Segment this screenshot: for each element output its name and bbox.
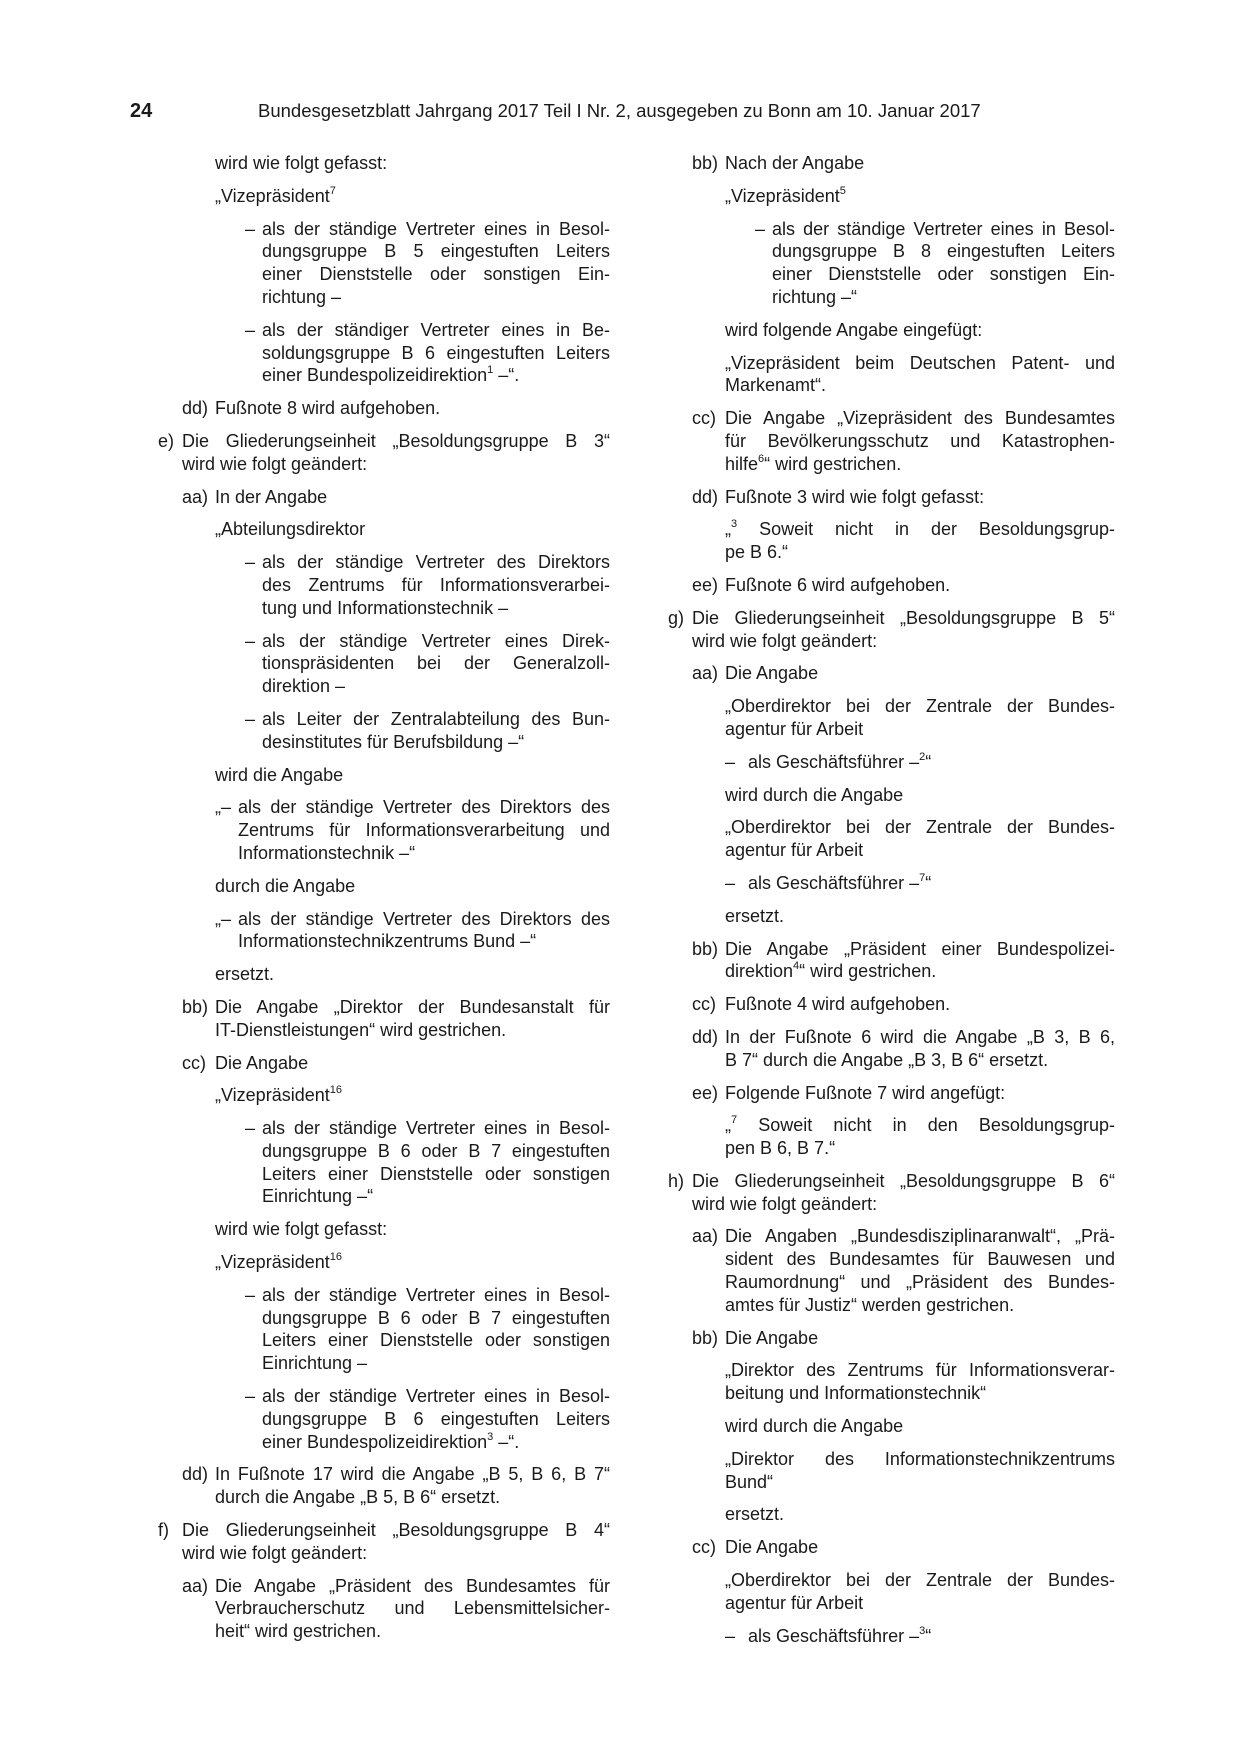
text-line: direktion$^4$“ wird gestrichen. [725, 960, 937, 982]
text-line: dungsgruppe B 6 oder B 7 eingestuften [262, 1307, 610, 1328]
text-line: Die Angabe „Präsident einer Bundespolizei- [725, 938, 1115, 959]
paragraph [660, 185, 1115, 208]
text-line: heit“ wird gestrichen. [215, 1621, 382, 1642]
text-line: Verbraucherschutz und Lebensmittelsicher- [215, 1598, 610, 1619]
text-line: In der Fußnote 6 wird die Angabe „B 3, B 6, [725, 1026, 1115, 1047]
paragraph [660, 319, 1115, 342]
text-line: Fußnote 4 wird aufgehoben. [725, 994, 951, 1015]
text-line: pen B 6, B 7.“ [725, 1138, 836, 1159]
paragraph [660, 1625, 1115, 1648]
text-line: Leiters einer Dienststelle oder sonstigen [262, 1163, 610, 1184]
text-line: dungsgruppe B 5 eingestuften Leiters [262, 241, 610, 262]
text-line: wird wie folgt geändert: [692, 1193, 878, 1214]
paragraph [150, 796, 610, 864]
text-line: Die Angabe [725, 663, 819, 684]
paragraph [150, 1284, 610, 1375]
paragraph [660, 1082, 1115, 1105]
list-marker: cc) [692, 408, 716, 429]
text-line: als der ständige Vertreter eines in Besol- [262, 1118, 610, 1139]
text-line: wird die Angabe [215, 764, 344, 785]
list-marker: – [245, 1386, 256, 1407]
text-line: wird wie folgt gefasst: [215, 153, 388, 173]
paragraph [150, 397, 610, 420]
list-marker: h) [668, 1170, 685, 1191]
text-line: als Geschäftsführer –$^2$“ [748, 750, 932, 772]
text-line: richtung –“ [772, 286, 858, 307]
text-line: „Vizepräsident$^{16}$ [215, 1251, 342, 1273]
paragraph [150, 708, 610, 754]
text-line: richtung – [262, 286, 342, 307]
text-line: amtes für Justiz“ werden gestrichen. [725, 1294, 1015, 1315]
list-marker: bb) [182, 996, 209, 1017]
text-line: Einrichtung –“ [262, 1186, 374, 1207]
paragraph [660, 1327, 1115, 1350]
text-line: Zentrums für Informationsverarbeitung und [238, 820, 610, 841]
paragraph [150, 430, 610, 476]
text-line: dungsgruppe B 6 eingestuften Leiters [262, 1408, 610, 1429]
list-marker: f) [158, 1520, 169, 1541]
text-line: In der Angabe [215, 486, 328, 507]
text-line: Die Angabe „Direktor der Bundesanstalt für [215, 996, 610, 1017]
text-line: „$^7$ Soweit nicht in den Besoldungsgrup- [725, 1114, 1115, 1136]
paragraph [150, 1117, 610, 1208]
text-line: „Oberdirektor bei der Zentrale der Bundes- [725, 817, 1115, 838]
text-line: Die Gliederungseinheit „Besoldungsgruppe B 4“ [182, 1520, 610, 1541]
paragraph [150, 1385, 610, 1453]
list-marker: – [245, 630, 256, 651]
text-line: direktion – [262, 676, 346, 697]
text-line: einer Bundespolizeidirektion$^3$ –“. [262, 1430, 520, 1452]
list-marker: – [245, 708, 256, 729]
right-column [660, 152, 1115, 1657]
text-line: Folgende Fußnote 7 wird angefügt: [725, 1082, 1006, 1103]
paragraph [660, 1569, 1115, 1615]
text-line: Nach der Angabe [725, 153, 865, 173]
text-line: wird wie folgt gefasst: [215, 1219, 388, 1240]
list-marker: aa) [182, 486, 209, 507]
paragraph [660, 1225, 1115, 1316]
text-line: wird durch die Angabe [725, 784, 904, 805]
text-line: wird folgende Angabe eingefügt: [725, 319, 983, 340]
text-line: „Vizepräsident$^7$ [215, 184, 336, 206]
paragraph [150, 486, 610, 509]
text-line: desinstitutes für Berufsbildung –“ [262, 731, 525, 752]
text-line: für Bevölkerungsschutz und Katastrophen- [725, 430, 1115, 451]
text-line: als der ständige Vertreter eines in Besol- [262, 1386, 610, 1407]
paragraph [150, 764, 610, 787]
paragraph [150, 1084, 610, 1107]
paragraph [660, 407, 1115, 475]
text-line: Die Angaben „Bundesdisziplinaranwalt“, „Prä- [725, 1226, 1115, 1247]
paragraph [150, 319, 610, 387]
list-marker: – [245, 319, 256, 340]
paragraph [660, 662, 1115, 685]
text-line: „Vizepräsident$^5$ [725, 184, 846, 206]
text-line: Die Angabe „Präsident des Bundesamtes für [215, 1575, 610, 1596]
running-head: Bundesgesetzblatt Jahrgang 2017 Teil I Nr. 2, ausgegeben zu Bonn am 10. Januar 2017 [258, 100, 981, 121]
text-line: „Direktor des Informationstechnikzentrums [725, 1448, 1115, 1469]
paragraph [660, 695, 1115, 741]
text-line: wird wie folgt geändert: [182, 453, 368, 474]
text-line: sident des Bundesamtes für Bauwesen und [725, 1249, 1115, 1270]
text-line: Fußnote 6 wird aufgehoben. [725, 574, 951, 595]
list-marker: bb) [692, 1327, 719, 1348]
paragraph [660, 784, 1115, 807]
paragraph [660, 352, 1115, 398]
list-marker: – [755, 218, 766, 239]
text-line: Die Gliederungseinheit „Besoldungsgruppe B 6“ [692, 1170, 1115, 1191]
text-line: Markenamt“. [725, 375, 827, 396]
paragraph [660, 938, 1115, 984]
paragraph [150, 875, 610, 898]
list-marker: „– [215, 797, 232, 818]
text-line: „Direktor des Zentrums für Informationsverar- [725, 1360, 1115, 1381]
text-line: Informationstechnikzentrums Bund –“ [238, 931, 537, 952]
text-line: Bund“ [725, 1471, 774, 1492]
text-line: Einrichtung – [262, 1353, 368, 1374]
paragraph [660, 1503, 1115, 1526]
paragraph [660, 152, 1115, 175]
text-line: Die Gliederungseinheit „Besoldungsgruppe B 3“ [182, 430, 610, 451]
text-line: Die Angabe [215, 1052, 309, 1073]
list-marker: – [245, 218, 256, 239]
paragraph [660, 1448, 1115, 1494]
paragraph [660, 1415, 1115, 1438]
paragraph [660, 1536, 1115, 1559]
page-number: 24 [130, 100, 153, 122]
text-line: Leiters einer Dienststelle oder sonstigen [262, 1330, 610, 1351]
text-line: agentur für Arbeit [725, 840, 864, 861]
paragraph [150, 1519, 610, 1565]
text-line: soldungsgruppe B 6 eingestuften Leiters [262, 342, 610, 363]
text-line: als Geschäftsführer –$^7$“ [748, 871, 932, 893]
paragraph [660, 607, 1115, 653]
paragraph [660, 1114, 1115, 1160]
text-line: als der ständige Vertreter eines in Besol- [262, 218, 610, 239]
text-line: als der ständige Vertreter eines Direk- [262, 630, 610, 651]
text-line: beitung und Informationstechnik“ [725, 1383, 987, 1404]
paragraph [150, 1463, 610, 1509]
text-line: wird wie folgt geändert: [182, 1542, 368, 1563]
paragraph [660, 872, 1115, 895]
text-line: einer Bundespolizeidirektion$^1$ –“. [262, 364, 520, 386]
list-marker: – [245, 552, 256, 573]
text-line: ersetzt. [725, 1504, 785, 1525]
text-line: Die Angabe „Vizepräsident des Bundesamtes [725, 408, 1115, 429]
list-marker: – [725, 1625, 736, 1646]
paragraph [150, 551, 610, 619]
paragraph [660, 1170, 1115, 1216]
text-line: Die Gliederungseinheit „Besoldungsgruppe B 5“ [692, 607, 1115, 628]
list-marker: e) [158, 430, 175, 451]
text-line: agentur für Arbeit [725, 1592, 864, 1613]
text-line: als der ständige Vertreter eines in Besol- [262, 1284, 610, 1305]
text-line: als Geschäftsführer –$^3$“ [748, 1624, 932, 1646]
text-line: als der ständiger Vertreter eines in Be- [262, 319, 610, 340]
list-marker: ee) [692, 1082, 719, 1103]
list-marker: – [245, 1284, 256, 1305]
text-line: „Oberdirektor bei der Zentrale der Bundes- [725, 696, 1115, 717]
text-line: agentur für Arbeit [725, 718, 864, 739]
paragraph [660, 486, 1115, 509]
text-line: durch die Angabe [215, 875, 356, 896]
text-line: Die Angabe [725, 1537, 819, 1558]
list-marker: cc) [182, 1052, 206, 1073]
paragraph [150, 996, 610, 1042]
paragraph [150, 630, 610, 698]
list-marker: – [245, 1118, 256, 1139]
list-marker: dd) [692, 486, 719, 507]
text-line: IT-Dienstleistungen“ wird gestrichen. [215, 1019, 507, 1040]
list-marker: dd) [692, 1026, 719, 1047]
text-line: Fußnote 3 wird wie folgt gefasst: [725, 486, 985, 507]
paragraph [150, 185, 610, 208]
text-line: als der ständige Vertreter des Direktors des [238, 797, 610, 818]
text-line: wird wie folgt geändert: [692, 630, 878, 651]
text-line: tung und Informationstechnik – [262, 597, 509, 618]
text-line: Informationstechnik –“ [238, 842, 416, 863]
paragraph [660, 518, 1115, 564]
paragraph [660, 905, 1115, 928]
list-marker: dd) [182, 398, 209, 419]
text-line: Raumordnung“ und „Präsident des Bundes- [725, 1272, 1115, 1293]
text-line: einer Dienststelle oder sonstigen Ein- [772, 264, 1115, 285]
text-line: „Abteilungsdirektor [215, 519, 366, 540]
list-marker: aa) [692, 1226, 719, 1247]
paragraph [150, 963, 610, 986]
text-line: durch die Angabe „B 5, B 6“ ersetzt. [215, 1487, 501, 1508]
text-line: als Leiter der Zentralabteilung des Bun- [262, 708, 610, 729]
text-line: als der ständige Vertreter des Direktors [262, 552, 610, 573]
list-marker: – [725, 872, 736, 893]
list-marker: – [725, 751, 736, 772]
paragraph [150, 1575, 610, 1643]
paragraph [150, 1251, 610, 1274]
list-marker: „– [215, 908, 232, 929]
text-line: des Zentrums für Informationsverarbei- [262, 574, 610, 595]
text-line: „$^3$ Soweit nicht in der Besoldungsgrup- [725, 518, 1115, 540]
text-line: Die Angabe [725, 1327, 819, 1348]
list-marker: aa) [182, 1575, 209, 1596]
paragraph [150, 518, 610, 541]
list-marker: dd) [182, 1464, 209, 1485]
paragraph [150, 1052, 610, 1075]
text-line: als der ständige Vertreter des Direktors des [238, 908, 610, 929]
paragraph [150, 1218, 610, 1241]
text-line: „Vizepräsident$^{16}$ [215, 1084, 342, 1106]
paragraph [150, 908, 610, 954]
text-line: tionspräsidenten bei der Generalzoll- [262, 653, 610, 674]
text-line: einer Dienststelle oder sonstigen Ein- [262, 264, 610, 285]
paragraph [660, 218, 1115, 309]
text-line: „Vizepräsident beim Deutschen Patent- und [725, 352, 1115, 373]
text-line: dungsgruppe B 6 oder B 7 eingestuften [262, 1140, 610, 1161]
text-line: pe B 6.“ [725, 542, 789, 563]
text-line: In Fußnote 17 wird die Angabe „B 5, B 6, B 7“ [215, 1464, 610, 1485]
text-line: ersetzt. [725, 905, 785, 926]
text-line: Fußnote 8 wird aufgehoben. [215, 398, 441, 419]
text-line: ersetzt. [215, 964, 275, 985]
text-line: hilfe$^6$“ wird gestrichen. [725, 452, 902, 474]
paragraph [660, 993, 1115, 1016]
text-line: „Oberdirektor bei der Zentrale der Bundes- [725, 1570, 1115, 1591]
paragraph [660, 1026, 1115, 1072]
paragraph [150, 152, 610, 175]
list-marker: cc) [692, 1537, 716, 1558]
text-line: B 7“ durch die Angabe „B 3, B 6“ ersetzt. [725, 1049, 1049, 1070]
list-marker: ee) [692, 574, 719, 595]
paragraph [660, 574, 1115, 597]
paragraph [660, 1359, 1115, 1405]
left-column [150, 152, 610, 1653]
list-marker: g) [668, 607, 685, 628]
list-marker: aa) [692, 663, 719, 684]
list-marker: cc) [692, 994, 716, 1015]
text-line: als der ständige Vertreter eines in Besol- [772, 218, 1115, 239]
paragraph [660, 816, 1115, 862]
list-marker: bb) [692, 153, 719, 173]
paragraph [150, 218, 610, 309]
text-line: wird durch die Angabe [725, 1416, 904, 1437]
list-marker: bb) [692, 938, 719, 959]
paragraph [660, 751, 1115, 774]
text-line: dungsgruppe B 8 eingestuften Leiters [772, 241, 1115, 262]
